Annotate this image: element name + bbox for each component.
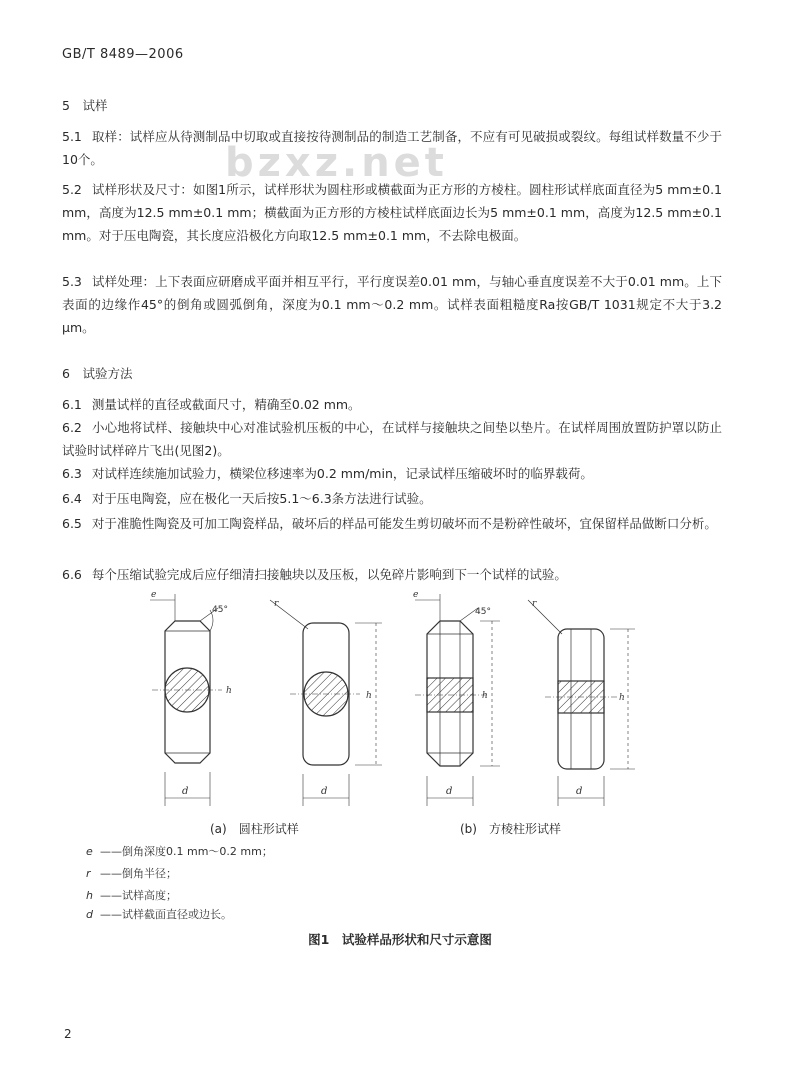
label-h: h	[482, 691, 488, 701]
clause-text: 小心地将试样、接触块中心对准试验机压板的中心，在试样与接触块之间垫以垫片。在试样周围放置防护罩以防止试验时试样碎片飞出(见图2)。	[62, 420, 722, 458]
clause-number: 6.5	[62, 516, 82, 531]
angle-label: 45°	[475, 607, 491, 617]
legend-item	[86, 843, 273, 859]
paragraph-5-3	[62, 270, 722, 339]
legend-text: ——倒角深度0.1 mm～0.2 mm；	[100, 845, 273, 858]
clause-number: 5.1	[62, 129, 82, 144]
watermark: bzxz.net	[225, 140, 448, 186]
legend-item	[86, 906, 232, 922]
paragraph-5-2	[62, 178, 722, 247]
clause-text: 对于准脆性陶瓷及可加工陶瓷样品，破坏后的样品可能发生剪切破坏而不是粉碎性破坏，宜保留样品做断口分析。	[91, 516, 717, 531]
legend-symbol: r	[86, 867, 91, 880]
figure-1-drawing	[130, 586, 670, 816]
cylinder-rounded-view	[270, 600, 382, 806]
clause-text: 测量试样的直径或截面尺寸，精确至0.02 mm。	[91, 397, 361, 412]
section-6-title: 6 试验方法	[62, 366, 133, 381]
paragraph-6-4	[62, 487, 722, 510]
caption-a: (a) 圆柱形试样	[210, 822, 299, 836]
legend-item	[86, 887, 177, 903]
label-d: d	[446, 786, 453, 797]
clause-number: 5.3	[62, 274, 82, 289]
label-r: r	[532, 599, 537, 609]
paragraph-6-2	[62, 416, 722, 462]
figure-title: 图1 试验样品形状和尺寸示意图	[308, 932, 492, 947]
section-5-title: 5 试样	[62, 98, 108, 113]
paragraph-6-6	[62, 563, 722, 586]
label-h: h	[226, 686, 232, 696]
label-h: h	[619, 693, 625, 703]
clause-number: 6.2	[62, 420, 82, 435]
clause-text: 试样处理：上下表面应研磨成平面并相互平行，平行度误差0.01 mm，与轴心垂直度误差不大于0.01 mm。上下表面的边缘作45°的倒角或圆弧倒角，深度为0.1 mm～0.2 mm。试样表面粗糙度Ra按GB/T 1031规定不大于3.2 μm。	[62, 274, 722, 335]
paragraph-6-5	[62, 512, 722, 535]
label-d: d	[182, 786, 189, 797]
caption-b: (b) 方棱柱形试样	[460, 822, 561, 836]
label-h: h	[366, 691, 372, 701]
clause-text: 每个压缩试验完成后应仔细清扫接触块以及压板，以免碎片影响到下一个试样的试验。	[91, 567, 567, 582]
paragraph-6-1	[62, 393, 722, 416]
clause-number: 5.2	[62, 182, 82, 197]
legend-text: ——试样高度；	[100, 889, 177, 902]
label-d: d	[321, 786, 328, 797]
label-d: d	[576, 786, 583, 797]
label-e: e	[413, 590, 419, 600]
legend-text: ——倒角半径；	[100, 867, 177, 880]
paragraph-5-1	[62, 125, 722, 171]
label-e: e	[151, 590, 157, 600]
running-header: GB/T 8489—2006	[62, 47, 184, 62]
clause-text: 取样：试样应从待测制品中切取或直接按待测制品的制造工艺制备，不应有可见破损或裂纹。每组试样数量不少于10个。	[62, 129, 722, 167]
legend-item	[86, 865, 177, 881]
clause-text: 对于压电陶瓷，应在极化一天后按5.1～6.3条方法进行试验。	[91, 491, 432, 506]
clause-number: 6.4	[62, 491, 82, 506]
paragraph-6-3	[62, 462, 722, 485]
clause-text: 对试样连续施加试验力，横梁位移速率为0.2 mm/min，记录试样压缩破坏时的临界载荷。	[91, 466, 593, 481]
angle-label: 45°	[212, 605, 228, 615]
clause-number: 6.3	[62, 466, 82, 481]
prism-rounded-view	[528, 600, 635, 806]
legend-text: ——试样截面直径或边长。	[100, 908, 232, 921]
clause-number: 6.1	[62, 397, 82, 412]
cylinder-chamfered-view	[150, 594, 222, 806]
legend-symbol: h	[86, 889, 93, 902]
label-r: r	[274, 599, 279, 609]
clause-number: 6.6	[62, 567, 82, 582]
legend-symbol: e	[86, 845, 93, 858]
legend-symbol: d	[86, 908, 93, 921]
clause-text: 试样形状及尺寸：如图1所示，试样形状为圆柱形或横截面为正方形的方棱柱。圆柱形试样底面直径为5 mm±0.1 mm，高度为12.5 mm±0.1 mm；横截面为正方形的方棱柱试样底面边长为5 mm±0.1 mm，高度为12.5 mm±0.1 mm。对于压电陶瓷，其长度应沿极化方向取12.5 mm±0.1 mm，不去除电极面。	[62, 182, 722, 243]
page-number: 2	[64, 1027, 72, 1041]
